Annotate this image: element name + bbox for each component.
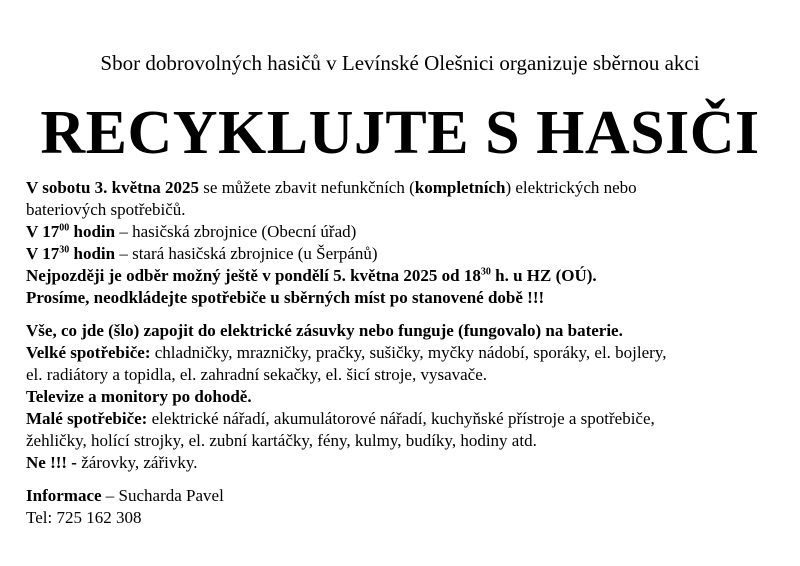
flyer-body [26,177,786,529]
intro-text: se můžete zbavit nefunkčních ( [199,178,415,197]
time-slot-1 [26,221,786,243]
time-slot-place: – hasičská zbrojnice (Obecní úřad) [115,222,357,241]
time-slot-place: – stará hasičská zbrojnice (u Šerpánů) [115,244,378,263]
large-appliances-list: chladničky, mrazničky, pračky, sušičky, myčky nádobí, sporáky, el. bojlery, [150,343,667,362]
small-appliances-list: elektrické nářadí, akumulátorové nářadí, kuchyňské přístroje a spotřebiče, [147,409,655,428]
contact-phone: Tel: 725 162 308 [26,508,142,527]
intro-line-2: bateriových spotřebičů. [26,200,186,219]
contact-name: – Sucharda Pavel [101,486,224,505]
small-appliances-line-1 [26,408,786,430]
tv-monitors-line: Televize a monitory po dohodě. [26,387,252,406]
all-items-line: Vše, co jde (šlo) zapojit do elektrické zásuvky nebo funguje (fungovalo) na baterie. [26,321,623,340]
organizer-subtitle: Sbor dobrovolných hasičů v Levínské Olešnici organizuje sběrnou akci [100,51,700,75]
collection-date: V sobotu 3. května 2025 [26,178,200,197]
complete-emphasis: kompletních [414,178,506,197]
contact-label: Informace [26,486,102,505]
excluded-label: Ne !!! - [26,453,77,472]
excluded-list: žárovky, zářivky. [76,453,198,472]
page-title: RECYKLUJTE S HASIČI [40,99,760,167]
time-slot-2 [26,243,786,265]
deadline-line: Nejpozději je odběr možný ještě v pondělí 5. května 2025 od $18^{30}$ h. u HZ (OÚ). [26,266,597,285]
large-appliances-label: Velké spotřebiče: [26,343,151,362]
large-appliances-line-2: el. radiátory a topidla, el. zahradní sekačky, el. šicí stroje, vysavače. [26,365,488,384]
contact-info-line [26,485,786,507]
small-appliances-line-2: žehličky, holící strojky, el. zubní kartáčky, fény, kulmy, budíky, hodiny atd. [26,431,537,450]
excluded-items-line [26,452,786,474]
large-appliances-line-1 [26,342,786,364]
intro-text-end: ) elektrických nebo [505,178,637,197]
small-appliances-label: Malé spotřebiče: [26,409,148,428]
intro-line-1 [26,177,786,199]
time-slot-time: V $17^{30}$ hodin [26,244,116,263]
warning-line: Prosíme, neodkládejte spotřebiče u sběrných míst po stanovené době !!! [26,288,545,307]
time-slot-time: V $17^{00}$ hodin [26,222,116,241]
